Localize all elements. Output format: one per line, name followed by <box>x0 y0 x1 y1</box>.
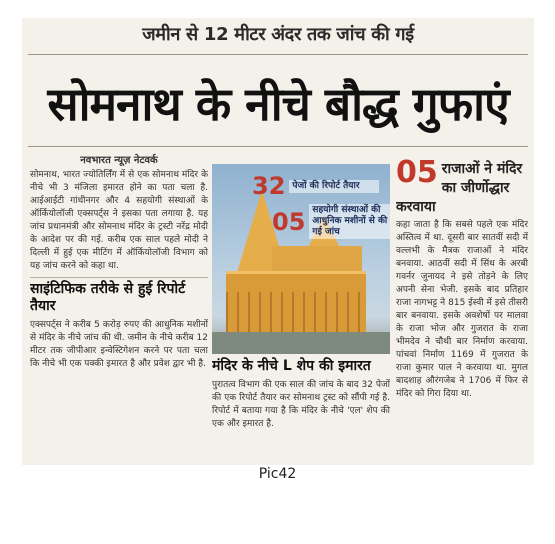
callout-number: 32 <box>252 172 286 200</box>
byline: नवभारत न्यूज़ नेटवर्क <box>80 155 158 166</box>
kicker-headline: जमीन से 12 मीटर अंदर तक जांच की गई <box>142 24 414 45</box>
temple-pillars <box>226 292 366 332</box>
ground <box>212 332 390 354</box>
newspaper-clipping <box>22 18 534 465</box>
center-subhead: मंदिर के नीचे L शेप की इमारत <box>212 358 371 374</box>
divider <box>28 54 528 55</box>
temple-photo <box>212 164 390 354</box>
left-column <box>30 152 208 460</box>
callout-number: 05 <box>272 207 306 236</box>
divider <box>28 146 528 147</box>
image-caption: Pic42 <box>258 466 297 482</box>
right-body: कहा जाता है कि सबसे पहले एक मंदिर अस्तित्व में था. दूसरी बार सातवीं सदी में वल्लभी के मैत्रक राजाओं ने मंदिर बनवाया. आठवीं सदी में सिंध के अरबी गवर्नर जुनायद ने इसे तोड़ने के लिए अपनी सेना भेजी. इसके बाद प्रतिहार राजा नागभट्ट ने 815 ईस्वी में इसे तीसरी बार बनवाया. इसके अवशेषों पर मालवा के राजा भोज और गुजरात के राजा भीमदेव ने चौथी बार निर्माण करवाया. पांचवां निर्माण 1169 में गुजरात के राजा कुमार पाल ने करवाया था. मुगल बादशाह औरंगजेब ने 1706 में फिर से मंदिर को गिरा दिया था. <box>396 220 528 399</box>
callout-text: सहयोगी संस्थाओं की आधुनिक मशीनों से की गई जांच <box>309 204 390 239</box>
callout-institutions <box>272 204 390 239</box>
article-body: सोमनाथ, भारत ज्योतिर्लिंग में से एक सोमनाथ मंदिर के नीचे भी 3 मंजिला इमारत होने का पता चला है. आईआईटी गांधीनगर और 4 सहयोगी संस्थाओं के ऑर्कियोलॉजी एक्सपर्ट्स ने इसका पता लगाया है. यह जांच प्रधानमंत्री और सोमनाथ मंदिर के ट्रस्टी नरेंद्र मोदी के आदेश पर की गई. करीब एक साल पहले मोदी ने दिल्ली में हुई एक मीटिंग में ऑर्कियोलॉजी विभाग को यह जांच करने को कहा था. <box>30 170 208 271</box>
right-column <box>396 158 528 460</box>
center-body: पुरातत्व विभाग की एक साल की जांच के बाद 32 पेजों की एक रिपोर्ट तैयार कर सोमनाथ ट्रस्ट को सौंपी गई है. रिपोर्ट में बताया गया है कि मंदिर के नीचे 'एल' शेप की एक और इमारत है. <box>212 380 390 429</box>
main-headline: सोमनाथ के नीचे बौद्ध गुफाएं <box>47 77 509 131</box>
callout-pages <box>252 174 379 198</box>
right-number: 05 <box>396 158 438 190</box>
callout-text: पेजों की रिपोर्ट तैयार <box>289 180 379 193</box>
center-column <box>212 356 390 460</box>
left-subhead: साइंटिफिक तरीके से हुई रिपोर्ट तैयार <box>30 277 208 315</box>
right-headline: राजाओं ने मंदिर का जीर्णोद्धार करवाया <box>396 161 523 215</box>
left-sub-body: एक्सपर्ट्स ने करीब 5 करोड़ रुपए की आधुनिक मशीनों से मंदिर के नीचे जांच की थी. जमीन के नीचे करीब 12 मीटर तक जीपीआर इन्वेस्टिगेशन करने पर पता चला कि नीचे भी एक पक्की इमारत है और प्रवेश द्वार भी है. <box>30 320 208 369</box>
right-header <box>396 158 528 215</box>
